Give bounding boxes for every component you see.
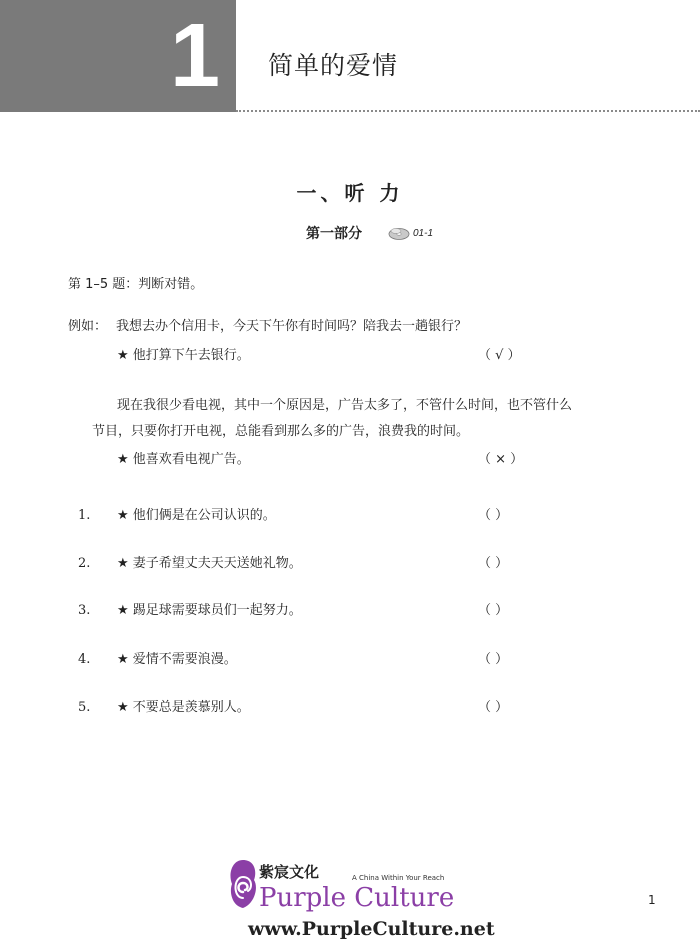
cd-icon[interactable] <box>388 226 410 240</box>
section-title: 一、听 力 <box>296 181 404 205</box>
brand-url[interactable]: www.PurpleCulture.net <box>248 918 495 940</box>
question-text: ★ 不要总是羡慕别人。 <box>117 700 250 715</box>
swirl-logo-icon <box>228 858 258 910</box>
question-number: 3. <box>78 603 91 618</box>
brand-english-name: Purple Culture <box>259 883 455 913</box>
question-number: 5. <box>78 700 91 715</box>
example-text: 我想去办个信用卡，今天下午你有时间吗？陪我去一趟银行？ <box>116 319 468 334</box>
passage-line-1: 现在我很少看电视，其中一个原因是，广告太多了，不管什么时间，也不管什么 <box>117 398 573 413</box>
question-number: 4. <box>78 652 91 667</box>
question-text: ★ 妻子希望丈夫天天送她礼物。 <box>117 556 302 571</box>
chapter-title: 简单的爱情 <box>268 51 399 80</box>
example-answer-2: （ × ） <box>478 452 524 467</box>
brand-chinese-name: 紫宸文化 <box>259 863 320 881</box>
header-divider <box>236 110 700 112</box>
question-number: 2. <box>78 556 91 571</box>
question-text: ★ 踢足球需要球员们一起努力。 <box>117 603 302 618</box>
part-label: 第一部分 <box>306 226 362 242</box>
chapter-number: 1 <box>170 6 221 106</box>
page-number: 1 <box>648 893 656 907</box>
example-prefix: 例如： <box>68 319 108 334</box>
example-statement-2: ★ 他喜欢看电视广告。 <box>117 452 250 467</box>
answer-blank[interactable]: （ ） <box>478 508 509 523</box>
answer-blank[interactable]: （ ） <box>478 556 509 571</box>
question-text: ★ 他们俩是在公司认识的。 <box>117 508 276 523</box>
track-code: 01-1 <box>413 227 434 239</box>
answer-blank[interactable]: （ ） <box>478 700 509 715</box>
instructions: 第 1–5 题：判断对错。 <box>68 277 204 292</box>
question-text: ★ 爱情不需要浪漫。 <box>117 652 237 667</box>
question-number: 1. <box>78 508 91 523</box>
brand-tagline: A China Within Your Reach <box>352 874 445 882</box>
example-answer: （ √ ） <box>478 348 521 363</box>
example-statement: ★ 他打算下午去银行。 <box>117 348 250 363</box>
passage-line-2: 节目，只要你打开电视，总能看到那么多的广告，浪费我的时间。 <box>92 424 470 439</box>
part-heading <box>306 222 433 244</box>
answer-blank[interactable]: （ ） <box>478 603 509 618</box>
answer-blank[interactable]: （ ） <box>478 652 509 667</box>
